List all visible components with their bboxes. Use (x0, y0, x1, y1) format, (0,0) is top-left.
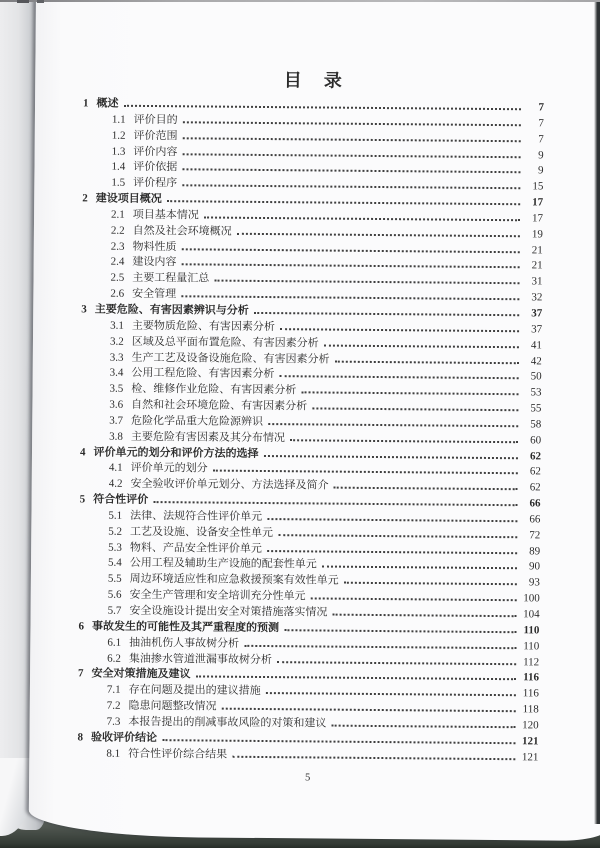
toc-entry-number: 1.3 (111, 145, 126, 158)
toc-leader-dots (182, 153, 520, 158)
toc-entry-label: 评价单元的划分 (130, 462, 208, 475)
toc-entry-page: 15 (532, 180, 544, 193)
toc-leader-dots (284, 629, 517, 633)
toc-entry-number: 3.4 (109, 367, 124, 380)
toc-entry-page: 112 (523, 655, 540, 668)
toc-leader-dots (232, 755, 515, 759)
toc-entry-page: 100 (523, 592, 540, 605)
toc-entry-page: 116 (523, 671, 540, 684)
toc-entry-number: 4.1 (108, 462, 123, 475)
toc-entry-label: 安全对策措施及建议 (91, 667, 191, 681)
toc-leader-dots (267, 518, 517, 522)
toc-entry-label: 项目基本情况 (132, 208, 199, 222)
toc-entry-page: 121 (521, 735, 539, 748)
toc-entry-label: 安全验收评价单元划分、方法选择及简介 (130, 478, 329, 492)
toc-leader-dots (213, 470, 518, 475)
toc-entry-page: 110 (523, 639, 540, 653)
toc-entry-number: 2.4 (110, 256, 125, 269)
toc-entry-number: 6 (78, 620, 85, 633)
toc-leader-dots (167, 200, 521, 205)
document-page (29, 0, 600, 841)
toc-entry-label: 自然和社会环境危险、有害因素分析 (131, 398, 308, 413)
toc-entry-label: 存在问题及提出的建议措施 (128, 684, 261, 698)
toc-entry-page: 72 (529, 529, 541, 542)
toc-leader-dots (182, 137, 520, 142)
toc-entry-label: 建设项目概况 (95, 192, 162, 206)
toc-entry-page: 62 (529, 481, 541, 494)
toc-leader-dots (214, 280, 519, 285)
toc-entry-number: 7.2 (106, 699, 121, 712)
toc-entry-page: 60 (530, 434, 542, 447)
toc-leader-dots (290, 439, 518, 443)
toc-entry-page: 120 (522, 719, 539, 732)
toc-entry-number: 2.5 (110, 271, 125, 285)
toc-leader-dots (244, 645, 516, 649)
toc-leader-dots (335, 360, 519, 364)
page-content (29, 0, 600, 786)
toc-entry-label: 危险化学品重大危险源辨识 (130, 414, 264, 428)
toc-entry-number: 1.4 (111, 161, 126, 174)
toc-entry-number: 7.3 (106, 715, 121, 728)
toc-entry-number: 6.1 (107, 636, 122, 649)
toc-entry-label: 主要物质危险、有害因素分析 (131, 319, 275, 333)
toc-leader-dots (222, 708, 516, 713)
toc-leader-dots (182, 169, 520, 174)
toc-entry-number: 5.5 (107, 572, 122, 586)
toc-entry-page: 19 (531, 228, 543, 241)
toc-entry-label: 建设内容 (132, 256, 177, 269)
toc-entry-page: 55 (530, 402, 542, 415)
toc-entry-label: 验收评价结论 (90, 731, 158, 744)
toc-entry-number: 2 (82, 192, 88, 205)
toc-entry-page: 21 (531, 243, 543, 257)
toc-entry-page: 7 (538, 133, 544, 146)
toc-leader-dots (268, 423, 518, 427)
toc-entry-label: 工艺及设施、设备安全性单元 (130, 525, 274, 539)
toc-entry-page: 118 (522, 703, 539, 716)
toc-leader-dots (237, 233, 520, 237)
toc-entry-page: 66 (529, 513, 541, 526)
toc-entry-number: 2.1 (111, 208, 125, 221)
toc-entry-page: 121 (521, 750, 539, 764)
toc-leader-dots (332, 614, 516, 618)
toc-entry-label: 检、维修作业危险、有害因素分析 (131, 383, 297, 397)
toc-leader-dots (183, 121, 521, 126)
toc-entry-label: 评价范围 (133, 129, 178, 142)
toc-entry-page: 37 (531, 307, 543, 320)
toc-entry-page: 9 (537, 164, 544, 177)
toc-leader-dots (181, 295, 519, 300)
toc-leader-dots (153, 501, 518, 506)
toc-entry-page: 7 (538, 117, 544, 130)
toc-entry-page: 17 (532, 196, 544, 209)
toc-entry-label: 事故发生的可能性及其严重程度的预测 (91, 620, 280, 634)
toc-entry-label: 主要工程量汇总 (132, 272, 210, 285)
toc-entry-number: 5.7 (107, 604, 122, 617)
toc-entry-label: 生产工艺及设备设施危险、有害因素分析 (131, 351, 330, 366)
toc-entry-page: 41 (530, 338, 543, 352)
toc-entry-label: 评价内容 (133, 145, 178, 158)
toc-entry-page: 9 (538, 148, 544, 161)
toc-leader-dots (181, 264, 519, 269)
toc-entry-label: 区域及总平面布置危险、有害因素分析 (131, 335, 319, 350)
toc-entry-label: 安全管理 (132, 287, 177, 301)
toc-entry-number: 4.2 (108, 477, 123, 491)
toc-entry-page: 53 (530, 386, 542, 399)
toc-leader-dots (266, 692, 516, 696)
toc-entry-label: 周边环境适应性和应急救援预案有效性单元 (129, 573, 339, 587)
toc-entry-label: 评价依据 (133, 161, 178, 174)
toc-entry-page: 62 (529, 465, 541, 478)
toc-leader-dots (196, 676, 517, 681)
toc-leader-dots (279, 375, 518, 379)
toc-leader-dots (162, 739, 516, 744)
toc-entry-label: 抽油机伤人事故树分析 (129, 636, 240, 650)
toc-leader-dots (301, 392, 518, 396)
toc-entry-number: 5.6 (107, 588, 122, 601)
toc-entry-number: 3.2 (109, 335, 124, 348)
toc-entry-number: 1 (82, 97, 89, 110)
toc-leader-dots (310, 598, 516, 602)
toc-entry-number: 7.1 (106, 683, 121, 696)
toc-entry-page: 110 (523, 624, 540, 637)
toc-leader-dots (278, 534, 517, 538)
toc-entry-page: 7 (538, 101, 545, 114)
toc-entry-number: 8.1 (106, 747, 121, 760)
toc-entry-label: 符合性评价综合结果 (128, 747, 228, 761)
scan-artifact (17, 0, 29, 3)
toc-entry-number: 1.5 (111, 176, 126, 190)
toc-entry-number: 2.2 (110, 224, 125, 237)
toc-entry-number: 3 (81, 303, 87, 316)
toc-entry-number: 2.6 (110, 287, 125, 300)
toc-entry-number: 3.6 (109, 398, 124, 411)
toc-entry-label: 评价单元的划分和评价方法的选择 (93, 446, 259, 460)
toc-entry-page: 31 (531, 275, 543, 288)
toc-leader-dots (182, 185, 520, 190)
toc-entry-page: 42 (530, 354, 542, 367)
toc-leader-dots (312, 407, 518, 411)
toc-entry-page: 62 (529, 449, 542, 462)
toc-entry-label: 概述 (96, 97, 119, 110)
toc-entry-number: 3.5 (109, 382, 124, 395)
toc-entry-label: 自然及社会环境概况 (132, 224, 232, 238)
toc-entry-label: 物料性质 (132, 240, 177, 253)
toc-entry-label: 评价程序 (133, 177, 178, 190)
toc-entry-page: 32 (531, 291, 543, 304)
toc-entry-page: 90 (528, 560, 541, 573)
toc-entry-number: 4 (79, 445, 86, 459)
toc-entry-page: 17 (532, 212, 544, 225)
toc-entry-page: 50 (530, 370, 542, 383)
toc-leader-dots (204, 216, 520, 221)
toc-entry-number: 2.3 (110, 240, 125, 253)
toc-entry-number: 1.1 (111, 113, 126, 126)
toc-leader-dots (267, 550, 517, 554)
toc-list (77, 96, 544, 765)
toc-entry-label: 符合性评价 (93, 493, 149, 507)
toc-entry-page: 116 (522, 687, 539, 700)
toc-entry-number: 7 (78, 667, 84, 680)
toc-entry-page: 37 (531, 323, 543, 336)
toc-entry-label: 公用工程危险、有害因素分析 (131, 367, 275, 381)
toc-entry-label: 本报告提出的削减事故风险的对策和建议 (128, 715, 327, 730)
toc-leader-dots (263, 455, 518, 459)
toc-entry-label: 安全生产管理和安全培训充分性单元 (129, 588, 306, 603)
toc-entry (77, 746, 538, 766)
toc-entry-label: 物料、产品安全性评价单元 (129, 541, 262, 555)
toc-leader-dots (277, 661, 516, 665)
toc-entry-label: 安全设施设计提出安全对策措施落实情况 (129, 604, 328, 619)
toc-leader-dots (182, 248, 520, 253)
toc-entry-number: 5.1 (108, 509, 123, 522)
toc-entry-page: 66 (529, 497, 541, 510)
toc-leader-dots (331, 725, 515, 729)
page-number-footer: 5 (304, 772, 311, 784)
toc-entry-label: 集油掺水管道泄漏事故树分析 (128, 652, 273, 666)
book-spine-shadow (594, 0, 600, 824)
toc-entry-label: 隐患问题整改情况 (128, 699, 217, 713)
toc-entry-number: 5.3 (108, 541, 122, 554)
toc-leader-dots (322, 566, 517, 570)
toc-entry-number: 3.3 (109, 351, 124, 364)
toc-entry-label: 公用工程及辅助生产设施的配套性单元 (129, 557, 317, 571)
toc-entry-label: 主要危险、有害因素辨识与分析 (94, 303, 249, 317)
toc-entry-number: 5.4 (107, 557, 122, 570)
toc-entry-number: 1.2 (111, 129, 126, 142)
toc-entry-page: 104 (523, 608, 540, 621)
scan-artifact (37, 0, 44, 3)
toc-leader-dots (344, 582, 517, 586)
toc-entry-label: 主要危险有害因素及其分布情况 (130, 430, 285, 444)
toc-entry-page: 21 (531, 259, 543, 272)
toc-entry-label: 法律、法规符合性评价单元 (130, 509, 263, 523)
toc-entry-number: 5 (79, 493, 86, 506)
toc-entry-number: 3.1 (110, 319, 124, 332)
toc-entry-number: 3.8 (109, 430, 123, 443)
toc-entry-page: 93 (528, 576, 540, 589)
toc-leader-dots (254, 312, 520, 316)
toc-leader-dots (324, 344, 519, 348)
toc-entry-page: 58 (530, 418, 542, 431)
toc-leader-dots (280, 328, 519, 332)
toc-entry-page: 89 (529, 544, 541, 558)
toc-entry-number: 8 (77, 731, 84, 744)
toc-entry-label: 评价目的 (133, 113, 178, 127)
toc-title: 目 录 (283, 70, 344, 91)
toc-entry-number: 3.7 (109, 414, 124, 427)
toc-entry-number: 5.2 (108, 525, 123, 538)
toc-leader-dots (124, 105, 522, 110)
toc-entry-number: 6.2 (107, 652, 122, 665)
scan-top-edge (0, 0, 600, 2)
toc-leader-dots (333, 487, 517, 491)
